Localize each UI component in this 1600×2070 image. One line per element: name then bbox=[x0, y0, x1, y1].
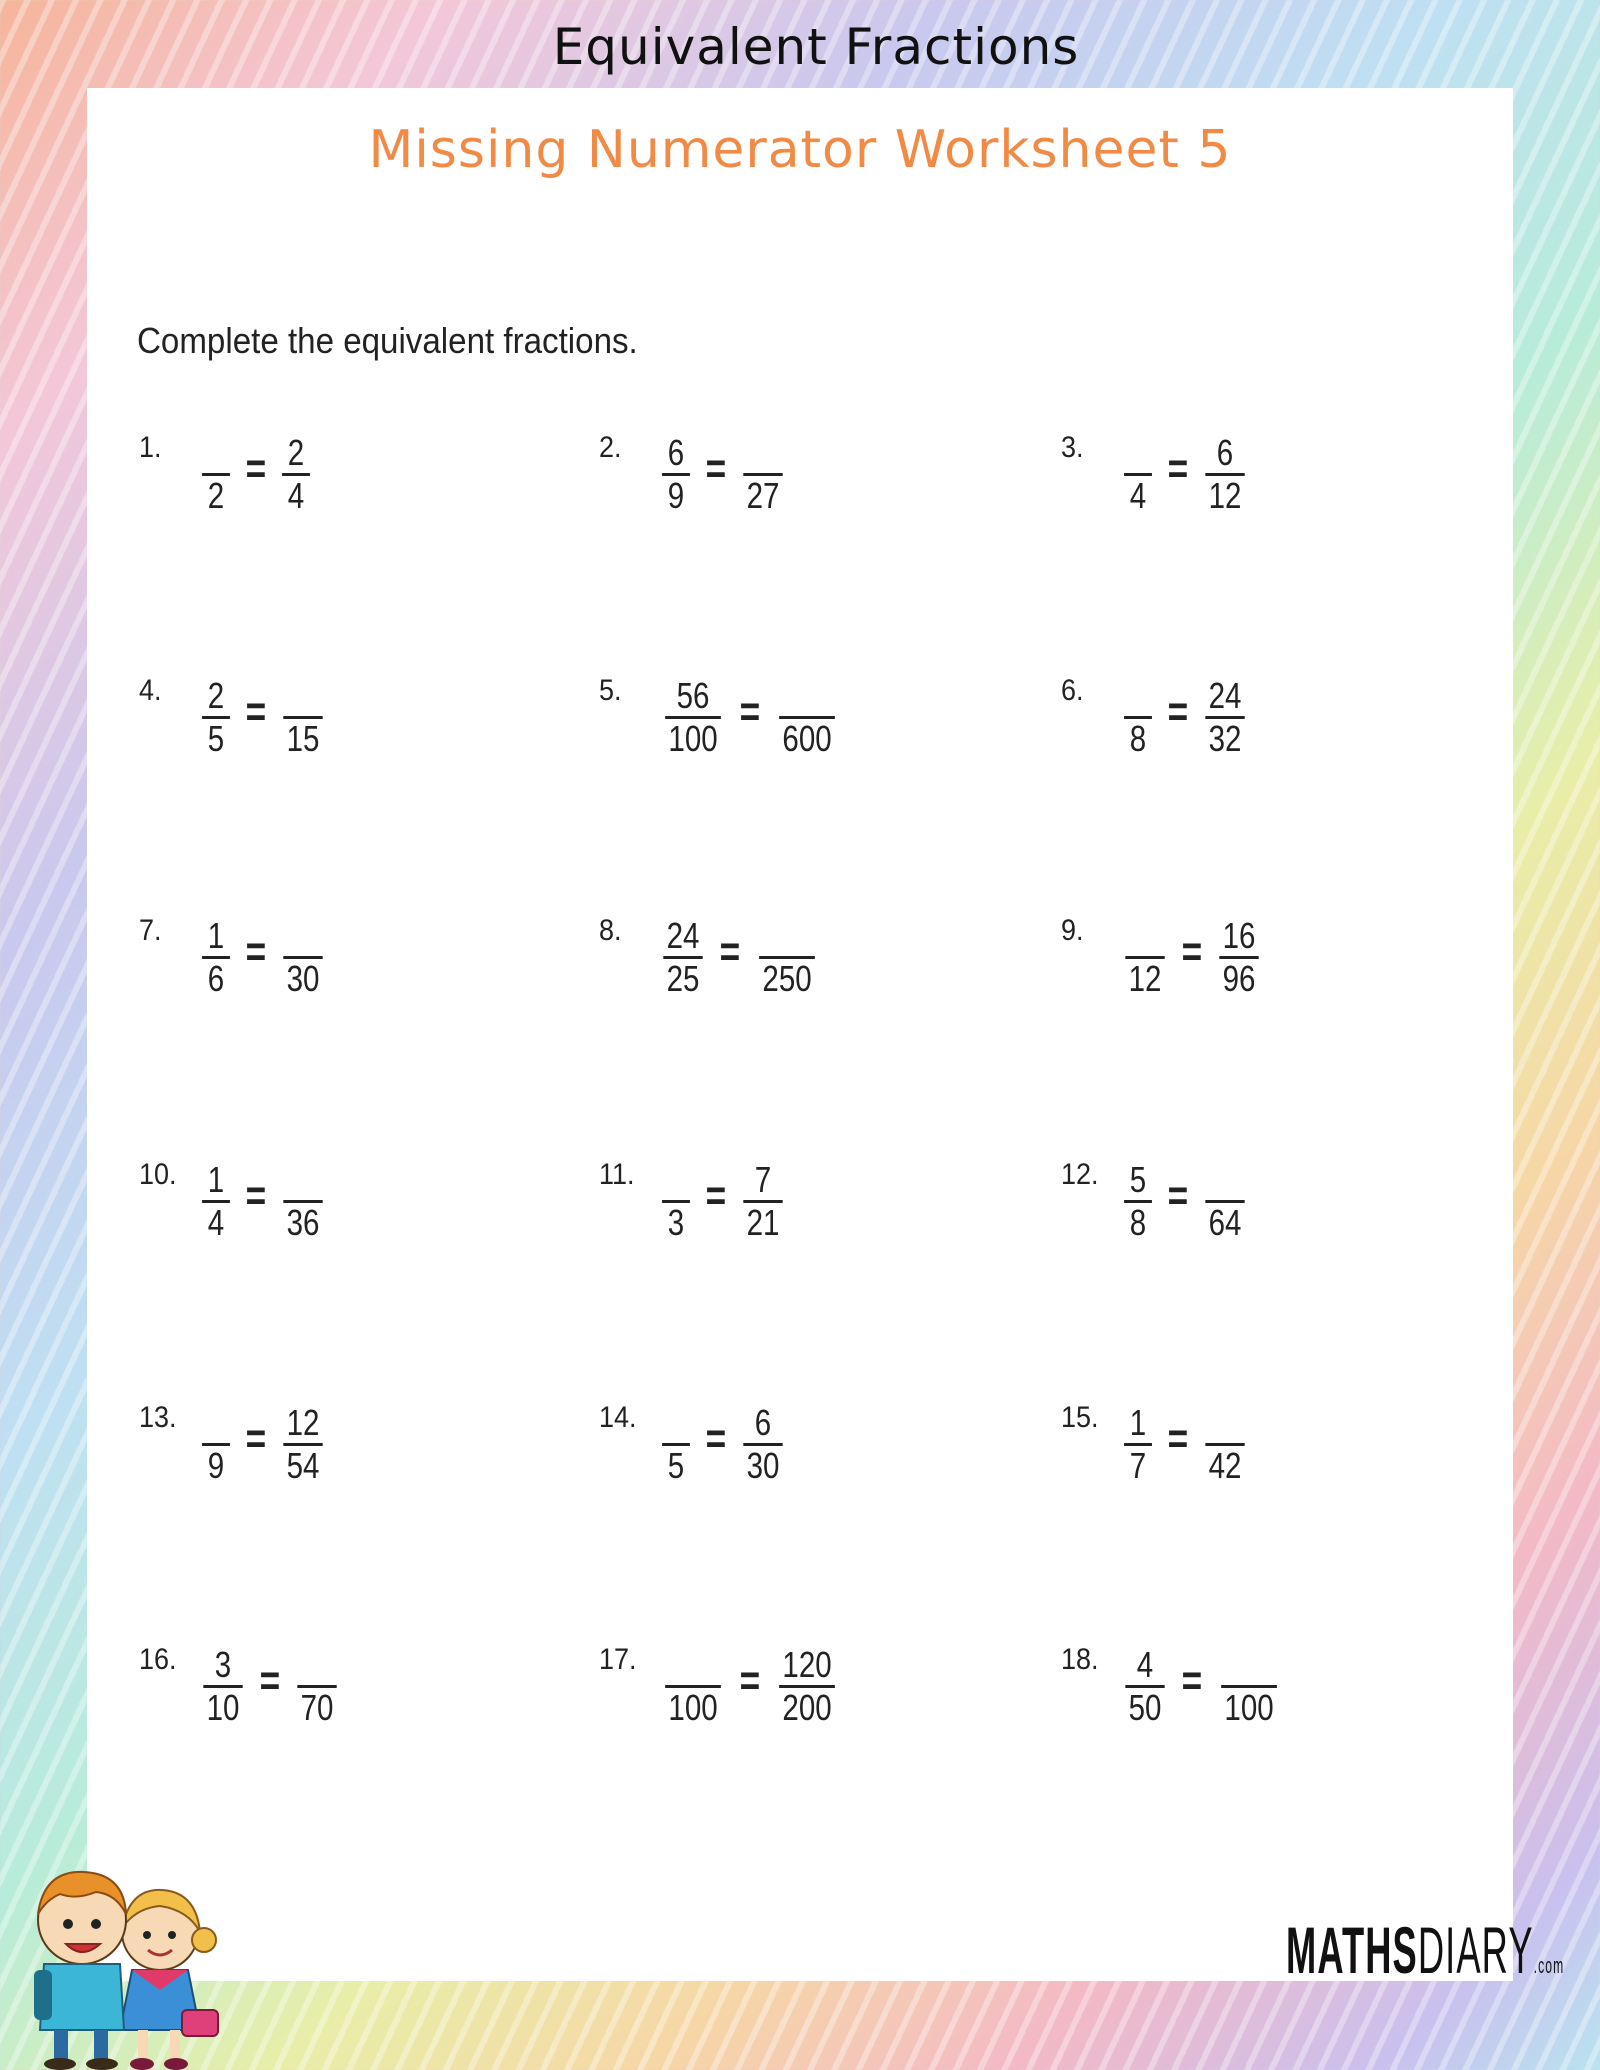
denominator: 21 bbox=[746, 1202, 780, 1243]
problem-18 bbox=[1061, 1645, 1283, 1735]
equals-sign: = bbox=[705, 1171, 727, 1220]
equals-sign: = bbox=[259, 1656, 281, 1705]
instruction-text: Complete the equivalent fractions. bbox=[137, 320, 638, 361]
denominator: 6 bbox=[207, 958, 225, 999]
problem-17 bbox=[599, 1645, 841, 1735]
numerator: 6 bbox=[754, 1402, 771, 1443]
numerator: 24 bbox=[1208, 675, 1242, 716]
problem-5 bbox=[599, 676, 841, 766]
numerator: 1 bbox=[207, 915, 225, 956]
numerator: 7 bbox=[754, 1159, 771, 1200]
denominator: 10 bbox=[206, 1687, 240, 1728]
problem-number: 15. bbox=[1061, 1401, 1099, 1434]
equals-sign: = bbox=[245, 687, 267, 736]
denominator: 27 bbox=[746, 475, 780, 516]
numerator: 4 bbox=[1136, 1644, 1154, 1685]
problem-number: 16. bbox=[139, 1643, 177, 1676]
right-fraction bbox=[743, 1403, 782, 1486]
equals-sign: = bbox=[1167, 444, 1189, 493]
left-fraction bbox=[1124, 1403, 1152, 1486]
right-fraction bbox=[283, 676, 322, 759]
denominator: 600 bbox=[782, 718, 832, 759]
problem-number: 3. bbox=[1061, 431, 1084, 464]
equals-sign: = bbox=[739, 1656, 761, 1705]
right-fraction bbox=[759, 916, 815, 999]
left-fraction bbox=[663, 916, 702, 999]
right-fraction bbox=[283, 1160, 322, 1243]
denominator: 32 bbox=[1208, 718, 1242, 759]
denominator: 3 bbox=[667, 1202, 685, 1243]
left-fraction bbox=[202, 433, 230, 516]
equals-sign: = bbox=[739, 687, 761, 736]
denominator: 7 bbox=[1129, 1445, 1147, 1486]
denominator: 96 bbox=[1222, 958, 1256, 999]
left-fraction bbox=[662, 433, 690, 516]
left-fraction bbox=[202, 1403, 230, 1486]
denominator: 100 bbox=[1224, 1687, 1274, 1728]
problem-number: 6. bbox=[1061, 674, 1084, 707]
left-fraction bbox=[202, 1160, 230, 1243]
problem-number: 8. bbox=[599, 914, 622, 947]
denominator: 30 bbox=[286, 958, 320, 999]
left-fraction bbox=[1124, 1160, 1152, 1243]
problem-4 bbox=[139, 676, 327, 766]
right-fraction bbox=[1205, 1160, 1244, 1243]
left-fraction bbox=[203, 1645, 242, 1728]
numerator: 120 bbox=[782, 1644, 832, 1685]
denominator: 4 bbox=[207, 1202, 225, 1243]
left-fraction bbox=[202, 916, 230, 999]
denominator: 12 bbox=[1208, 475, 1242, 516]
problem-number: 18. bbox=[1061, 1643, 1099, 1676]
denominator: 30 bbox=[746, 1445, 780, 1486]
problem-12 bbox=[1061, 1160, 1249, 1250]
kids-illustration-icon bbox=[20, 1840, 230, 2070]
equals-sign: = bbox=[245, 1171, 267, 1220]
left-fraction bbox=[1125, 916, 1164, 999]
denominator: 4 bbox=[1129, 475, 1147, 516]
equals-sign: = bbox=[245, 444, 267, 493]
denominator: 100 bbox=[668, 1687, 718, 1728]
numerator: 2 bbox=[287, 432, 304, 473]
equals-sign: = bbox=[1167, 1414, 1189, 1463]
right-fraction bbox=[779, 1645, 835, 1728]
left-fraction bbox=[662, 1403, 690, 1486]
equals-sign: = bbox=[245, 1414, 267, 1463]
problem-16 bbox=[139, 1645, 341, 1735]
numerator: 6 bbox=[1216, 432, 1233, 473]
problem-number: 11. bbox=[599, 1158, 635, 1191]
problem-number: 5. bbox=[599, 674, 622, 707]
equals-sign: = bbox=[1181, 1656, 1203, 1705]
problem-number: 9. bbox=[1061, 914, 1084, 947]
right-fraction bbox=[1219, 916, 1258, 999]
left-fraction bbox=[662, 1160, 690, 1243]
denominator: 12 bbox=[1128, 958, 1162, 999]
problem-number: 12. bbox=[1061, 1158, 1099, 1191]
right-fraction bbox=[743, 1160, 782, 1243]
problem-1 bbox=[139, 433, 313, 523]
denominator: 200 bbox=[782, 1687, 832, 1728]
denominator: 8 bbox=[1129, 1202, 1147, 1243]
problem-15 bbox=[1061, 1403, 1249, 1493]
left-fraction bbox=[665, 1645, 721, 1728]
equals-sign: = bbox=[705, 444, 727, 493]
denominator: 70 bbox=[300, 1687, 334, 1728]
equals-sign: = bbox=[1167, 687, 1189, 736]
right-fraction bbox=[1205, 1403, 1244, 1486]
denominator: 36 bbox=[286, 1202, 320, 1243]
denominator: 64 bbox=[1208, 1202, 1242, 1243]
right-fraction bbox=[743, 433, 782, 516]
problem-2 bbox=[599, 433, 787, 523]
left-fraction bbox=[1124, 676, 1152, 759]
worksheet-sheet bbox=[87, 88, 1513, 1981]
right-fraction bbox=[297, 1645, 336, 1728]
denominator: 100 bbox=[668, 718, 718, 759]
problem-number: 2. bbox=[599, 431, 622, 464]
numerator: 1 bbox=[207, 1159, 225, 1200]
denominator: 5 bbox=[207, 718, 225, 759]
problem-6 bbox=[1061, 676, 1249, 766]
equals-sign: = bbox=[245, 927, 267, 976]
right-fraction bbox=[282, 433, 310, 516]
numerator: 16 bbox=[1222, 915, 1256, 956]
denominator: 250 bbox=[762, 958, 812, 999]
equals-sign: = bbox=[719, 927, 741, 976]
denominator: 5 bbox=[667, 1445, 685, 1486]
left-fraction bbox=[1125, 1645, 1164, 1728]
left-fraction bbox=[1124, 433, 1152, 516]
equals-sign: = bbox=[1167, 1171, 1189, 1220]
problem-14 bbox=[599, 1403, 787, 1493]
problem-number: 14. bbox=[599, 1401, 637, 1434]
numerator: 56 bbox=[676, 675, 710, 716]
denominator: 4 bbox=[287, 475, 304, 516]
right-fraction bbox=[1205, 433, 1244, 516]
right-fraction bbox=[283, 1403, 322, 1486]
equals-sign: = bbox=[705, 1414, 727, 1463]
numerator: 3 bbox=[214, 1644, 232, 1685]
problem-3 bbox=[1061, 433, 1249, 523]
denominator: 8 bbox=[1129, 718, 1147, 759]
right-fraction bbox=[1205, 676, 1244, 759]
right-fraction bbox=[283, 916, 322, 999]
denominator: 2 bbox=[207, 475, 225, 516]
problem-number: 10. bbox=[139, 1158, 177, 1191]
page-title: Equivalent Fractions bbox=[552, 18, 1080, 76]
numerator: 2 bbox=[207, 675, 225, 716]
left-fraction bbox=[665, 676, 721, 759]
denominator: 50 bbox=[1128, 1687, 1162, 1728]
denominator: 42 bbox=[1208, 1445, 1242, 1486]
brand-logo: MATHSDIARY.com bbox=[1286, 1913, 1565, 1987]
denominator: 9 bbox=[207, 1445, 225, 1486]
equals-sign: = bbox=[1181, 927, 1203, 976]
numerator: 6 bbox=[667, 432, 685, 473]
left-fraction bbox=[202, 676, 230, 759]
problem-10 bbox=[139, 1160, 327, 1250]
denominator: 15 bbox=[286, 718, 320, 759]
problem-8 bbox=[599, 916, 821, 1006]
problem-7 bbox=[139, 916, 327, 1006]
numerator: 1 bbox=[1129, 1402, 1147, 1443]
problem-number: 4. bbox=[139, 674, 162, 707]
problem-13 bbox=[139, 1403, 327, 1493]
denominator: 54 bbox=[286, 1445, 320, 1486]
problem-number: 17. bbox=[599, 1643, 637, 1676]
problem-number: 13. bbox=[139, 1401, 177, 1434]
right-fraction bbox=[779, 676, 835, 759]
problem-9 bbox=[1061, 916, 1263, 1006]
denominator: 25 bbox=[666, 958, 700, 999]
numerator: 5 bbox=[1129, 1159, 1147, 1200]
problem-11 bbox=[599, 1160, 787, 1250]
denominator: 9 bbox=[667, 475, 685, 516]
numerator: 24 bbox=[666, 915, 700, 956]
right-fraction bbox=[1221, 1645, 1277, 1728]
problem-number: 7. bbox=[139, 914, 162, 947]
numerator: 12 bbox=[286, 1402, 320, 1443]
problem-number: 1. bbox=[139, 431, 162, 464]
worksheet-subtitle: Missing Numerator Worksheet 5 bbox=[368, 120, 1232, 180]
